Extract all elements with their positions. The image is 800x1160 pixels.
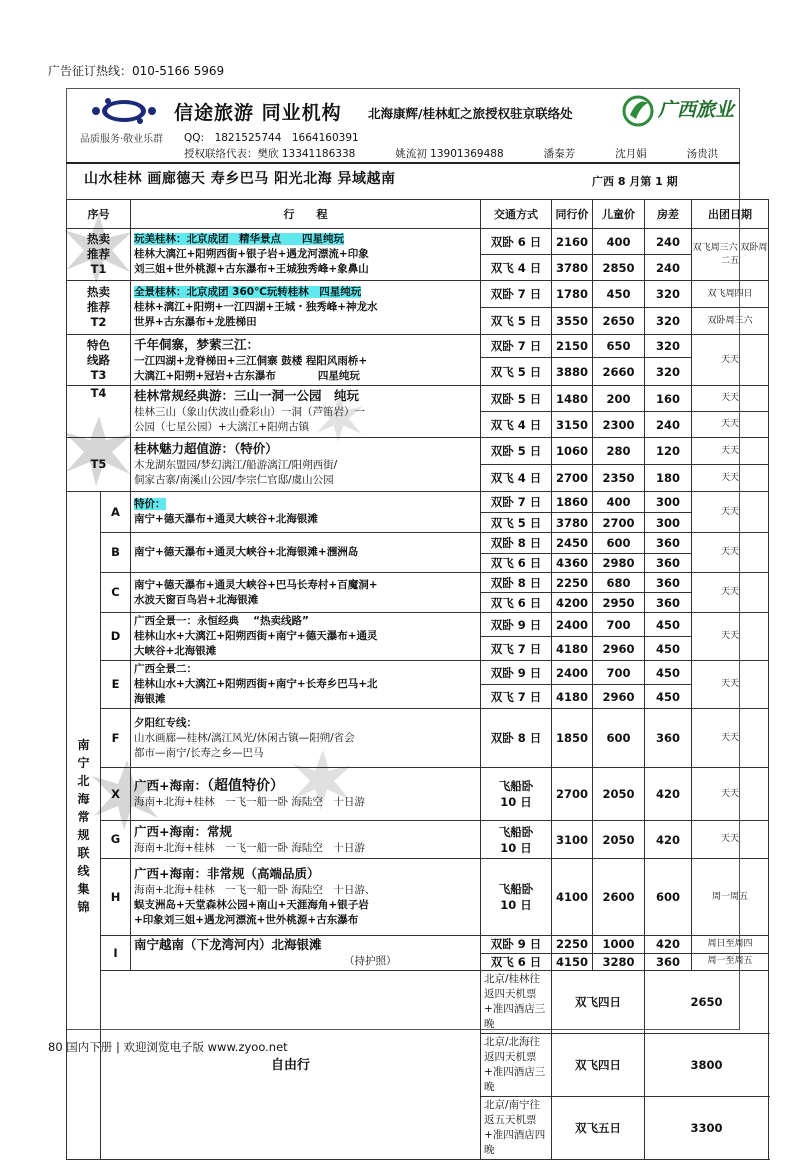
transport: 双飞 4 日: [481, 412, 552, 438]
peer-price: 2160: [552, 229, 593, 255]
itinerary-cell: 桂林魅力超值游：（特价） 木龙湖东盟园/梦幻漓江/船游漓江/阳朔西街/ 侗家古寨/南溪山公园/李宗仁官邸/虞山公园: [131, 438, 481, 492]
contact: 授权联络代表：樊欣 13341186338: [184, 148, 356, 160]
departure: 天天: [692, 768, 769, 821]
child-price: 600: [593, 533, 645, 554]
departure: 天天: [692, 821, 769, 859]
child-price: 2700: [593, 513, 645, 533]
seq-cell: T5: [67, 438, 131, 492]
package-desc: 北京/桂林往返四天机票+准四酒店三晚: [481, 971, 552, 1034]
room-diff: 360: [645, 953, 692, 971]
peer-price: 3100: [552, 821, 593, 859]
room-diff: 240: [645, 255, 692, 281]
col-peer-price: 同行价: [552, 200, 593, 229]
col-seq: 序号: [67, 200, 131, 229]
child-price: 200: [593, 386, 645, 412]
room-diff: 420: [645, 768, 692, 821]
table-row: [67, 229, 769, 255]
room-diff: 240: [645, 412, 692, 438]
peer-price: 2400: [552, 661, 593, 685]
child-price: 2980: [593, 554, 645, 573]
room-diff: 360: [645, 533, 692, 554]
peer-price: 1850: [552, 709, 593, 768]
transport: 双卧 5 日: [481, 438, 552, 465]
itinerary-cell: 玩美桂林：北京成团 精华景点 四星纯玩 桂林大漓江+阳朔西街+银子岩+遇龙河漂流+印象 刘三姐+世外桃源+古东瀑布+王城独秀峰+象鼻山: [131, 229, 481, 281]
child-price: 2650: [593, 308, 645, 335]
itinerary-cell: 全景桂林：北京成团 360℃玩转桂林 四星纯玩 桂林+漓江+阳朔+一江四湖+王城・独秀峰+神龙水 世界+古东瀑布+龙胜梯田: [131, 281, 481, 335]
route-code: H: [101, 859, 131, 936]
transport: 双飞 4 日: [481, 465, 552, 492]
room-diff: 300: [645, 492, 692, 513]
child-price: 650: [593, 335, 645, 358]
transport: 双飞 4 日: [481, 255, 552, 281]
peer-price: 4150: [552, 953, 593, 971]
route-code: G: [101, 821, 131, 859]
child-price: 2300: [593, 412, 645, 438]
departure: 周日至周四: [692, 936, 769, 954]
transport: 双卧 7 日: [481, 281, 552, 308]
free-travel-label: 自由行: [101, 971, 481, 1160]
child-price: 2960: [593, 637, 645, 661]
peer-price: 2250: [552, 573, 593, 593]
itinerary-cell: 桂林常规经典游：三山一洞一公园 纯玩 桂林三山（象山伏波山叠彩山）一洞（芦笛岩）一 公园（七星公园）+大漓江+阳朔古镇: [131, 386, 481, 438]
contact: 汤贵洪: [686, 148, 719, 160]
child-price: 2050: [593, 768, 645, 821]
departure: 天天: [692, 533, 769, 573]
itinerary-cell: 广西全景二： 桂林山水+大漓江+阳朔西街+南宁+长寿乡巴马+北 海银滩: [131, 661, 481, 709]
peer-price: 4180: [552, 685, 593, 709]
table-row: [67, 386, 769, 412]
transport: 双飞四日: [552, 1034, 645, 1097]
peer-price: 2250: [552, 936, 593, 954]
col-room: 房差: [645, 200, 692, 229]
table-row: [67, 613, 769, 637]
room-diff: 450: [645, 685, 692, 709]
departure: 周一周五: [692, 859, 769, 936]
peer-price: 4180: [552, 637, 593, 661]
seq-cell: 特色 线路 T3: [67, 335, 131, 386]
child-price: 700: [593, 661, 645, 685]
route-code: F: [101, 709, 131, 768]
child-price: 2950: [593, 593, 645, 613]
table-row: [67, 821, 769, 859]
agency-subtitle: 北海康辉/桂林虹之旅授权驻京联络处: [368, 106, 573, 121]
table-header: [67, 200, 769, 229]
route-code: E: [101, 661, 131, 709]
agency-header: [66, 88, 740, 194]
transport: 双飞 5 日: [481, 513, 552, 533]
group-label: 南 宁 北 海 常 规 联 线 集 锦: [67, 492, 101, 1160]
table-row: [67, 971, 769, 1034]
itinerary-cell: 千年侗寨，梦萦三江： 一江四湖+龙脊梯田+三江侗寨 鼓楼 程阳风雨桥+ 大漓江+阳朔+冠岩+古东瀑布 四星纯玩: [131, 335, 481, 386]
child-price: 400: [593, 492, 645, 513]
transport: 双卧 9 日: [481, 936, 552, 954]
peer-price: 4360: [552, 554, 593, 573]
package-desc: 北京/北海往返四天机票+准四酒店三晚: [481, 1034, 552, 1097]
transport: 双卧 7 日: [481, 492, 552, 513]
itinerary-cell: 南宁+德天瀑布+通灵大峡谷+巴马长寿村+百魔洞+ 水波天窗百鸟岩+北海银滩: [131, 573, 481, 613]
room-diff: 160: [645, 386, 692, 412]
transport: 双卧 8 日: [481, 709, 552, 768]
departure: 天天: [692, 465, 769, 492]
room-diff: 120: [645, 438, 692, 465]
route-code: A: [101, 492, 131, 533]
peer-price: 4200: [552, 593, 593, 613]
route-code: I: [101, 936, 131, 971]
table-row: [67, 492, 769, 513]
transport: 双卧 8 日: [481, 573, 552, 593]
departure: 天天: [692, 386, 769, 412]
peer-price: 3780: [552, 255, 593, 281]
package-price: 3800: [645, 1034, 769, 1097]
transport: 双飞 7 日: [481, 685, 552, 709]
room-diff: 320: [645, 335, 692, 358]
child-price: 2660: [593, 358, 645, 386]
departure: 周一至周五: [692, 953, 769, 971]
route-code: D: [101, 613, 131, 661]
room-diff: 450: [645, 613, 692, 637]
departure: 天天: [692, 573, 769, 613]
transport: 双卧 9 日: [481, 661, 552, 685]
table-row: [67, 438, 769, 465]
itinerary-cell: 南宁+德天瀑布+通灵大峡谷+北海银滩+涠洲岛: [131, 533, 481, 573]
agency-logo-icon: [88, 96, 160, 126]
guangxi-tourism-logo: [622, 93, 734, 129]
transport: 双飞五日: [552, 1097, 645, 1160]
col-transport: 交通方式: [481, 200, 552, 229]
table-row: [67, 859, 769, 936]
room-diff: 320: [645, 308, 692, 335]
transport: 飞船卧 10 日: [481, 768, 552, 821]
company-name: 信途旅游 同业机构: [174, 102, 342, 124]
child-price: 700: [593, 613, 645, 637]
transport: 飞船卧 10 日: [481, 821, 552, 859]
departure: 双卧周三六: [692, 308, 769, 335]
departure: 天天: [692, 412, 769, 438]
route-code: C: [101, 573, 131, 613]
col-child-price: 儿童价: [593, 200, 645, 229]
room-diff: 360: [645, 573, 692, 593]
contact: 姚流初 13901369488: [395, 148, 504, 160]
peer-price: 2150: [552, 335, 593, 358]
room-diff: 360: [645, 593, 692, 613]
room-diff: 360: [645, 554, 692, 573]
child-price: 3280: [593, 953, 645, 971]
room-diff: 300: [645, 513, 692, 533]
peer-price: 1480: [552, 386, 593, 412]
header-divider: [66, 162, 740, 164]
transport: 双卧 5 日: [481, 386, 552, 412]
child-price: 2850: [593, 255, 645, 281]
itinerary-cell: 夕阳红专线： 山水画廊—桂林/漓江风光/休闲古镇—阳朔/省会 都市—南宁/长寿之乡—巴马: [131, 709, 481, 768]
itinerary-cell: 广西+海南：常规 海南+北海+桂林 一飞一船一卧 海陆空 十日游: [131, 821, 481, 859]
route-headline: 山水桂林 画廊德天 寿乡巴马 阳光北海 异域越南: [84, 171, 396, 187]
seq-cell: T4: [67, 386, 131, 438]
itinerary-cell: 南宁越南（下龙湾河内）北海银滩 （持护照）: [131, 936, 481, 971]
peer-price: 2700: [552, 465, 593, 492]
room-diff: 600: [645, 859, 692, 936]
child-price: 280: [593, 438, 645, 465]
transport: 双飞 5 日: [481, 358, 552, 386]
transport: 双飞 5 日: [481, 308, 552, 335]
child-price: 400: [593, 229, 645, 255]
contact: 潘秦芳: [543, 148, 576, 160]
contact-list: [184, 146, 758, 161]
transport: 双飞 7 日: [481, 637, 552, 661]
departure: 双飞周三六 双卧周二五: [692, 229, 769, 281]
package-price: 2650: [645, 971, 769, 1034]
room-diff: 450: [645, 661, 692, 685]
child-price: 2050: [593, 821, 645, 859]
tour-price-table: [66, 199, 769, 1160]
peer-price: 4100: [552, 859, 593, 936]
departure: 双飞周四日: [692, 281, 769, 308]
slogan: 品质服务·敬业乐群: [80, 134, 164, 145]
room-diff: 320: [645, 281, 692, 308]
child-price: 600: [593, 709, 645, 768]
itinerary-cell: 广西+海南：（超值特价） 海南+北海+桂林 一飞一船一卧 海陆空 十日游: [131, 768, 481, 821]
peer-price: 2700: [552, 768, 593, 821]
departure: 天天: [692, 613, 769, 661]
itinerary-cell: 广西全景一：永恒经典 “热卖线路” 桂林山水+大漓江+阳朔西街+南宁+德天瀑布+通灵 大峡谷+北海银滩: [131, 613, 481, 661]
itinerary-cell: 广西+海南：非常规（高端品质） 海南+北海+桂林 一飞一船一卧 海陆空 十日游、 蜈支洲岛+天堂森林公园+南山+天涯海角+银子岩 +印象刘三姐+遇龙河漂流+世外桃源+古东瀑布: [131, 859, 481, 936]
peer-price: 2400: [552, 613, 593, 637]
itinerary-cell: 特价： 南宁+德天瀑布+通灵大峡谷+北海银滩: [131, 492, 481, 533]
peer-price: 3150: [552, 412, 593, 438]
table-row: [67, 281, 769, 308]
transport: 双飞 6 日: [481, 593, 552, 613]
transport: 飞船卧 10 日: [481, 859, 552, 936]
issue-label: 广西 8 月第 1 期: [592, 175, 678, 188]
room-diff: 360: [645, 709, 692, 768]
table-row: [67, 936, 769, 954]
departure: 天天: [692, 335, 769, 386]
child-price: 1000: [593, 936, 645, 954]
child-price: 450: [593, 281, 645, 308]
col-itinerary: 行 程: [131, 200, 481, 229]
peer-price: 3550: [552, 308, 593, 335]
transport: 双飞 6 日: [481, 554, 552, 573]
child-price: 2350: [593, 465, 645, 492]
route-code: X: [101, 768, 131, 821]
table-row: [67, 661, 769, 685]
room-diff: 420: [645, 936, 692, 954]
table-row: [67, 709, 769, 768]
route-code: B: [101, 533, 131, 573]
departure: 天天: [692, 492, 769, 533]
seq-cell: 热卖 推荐 T2: [67, 281, 131, 335]
room-diff: 180: [645, 465, 692, 492]
page-footer: 80 国内下册 | 欢迎浏览电子版 www.zyoo.net: [48, 1040, 288, 1054]
peer-price: 1780: [552, 281, 593, 308]
table-row: [67, 573, 769, 593]
transport: 双飞四日: [552, 971, 645, 1034]
logo-text: 广西旅业: [658, 99, 735, 121]
room-diff: 420: [645, 821, 692, 859]
peer-price: 3880: [552, 358, 593, 386]
transport: 双飞 6 日: [481, 953, 552, 971]
transport: 双卧 6 日: [481, 229, 552, 255]
peer-price: 3780: [552, 513, 593, 533]
child-price: 2960: [593, 685, 645, 709]
peer-price: 1860: [552, 492, 593, 513]
table-row: [67, 335, 769, 358]
departure: 天天: [692, 709, 769, 768]
child-price: 680: [593, 573, 645, 593]
transport: 双卧 8 日: [481, 533, 552, 554]
room-diff: 240: [645, 229, 692, 255]
seq-cell: 热卖 推荐 T1: [67, 229, 131, 281]
package-desc: 北京/南宁往返五天机票+准四酒店四晚: [481, 1097, 552, 1160]
departure: 天天: [692, 661, 769, 709]
table-row: [67, 768, 769, 821]
package-price: 3300: [645, 1097, 769, 1160]
peer-price: 2450: [552, 533, 593, 554]
peer-price: 1060: [552, 438, 593, 465]
contact: 沈月娟: [615, 148, 647, 160]
room-diff: 320: [645, 358, 692, 386]
table-row: [67, 533, 769, 554]
room-diff: 450: [645, 637, 692, 661]
col-departure: 出团日期: [692, 200, 769, 229]
transport: 双卧 7 日: [481, 335, 552, 358]
ad-hotline: 广告征订热线：010-5166 5969: [48, 64, 225, 78]
departure: 天天: [692, 438, 769, 465]
qq-numbers: QQ: 1821525744 1664160391: [184, 132, 359, 144]
transport: 双卧 9 日: [481, 613, 552, 637]
child-price: 2600: [593, 859, 645, 936]
